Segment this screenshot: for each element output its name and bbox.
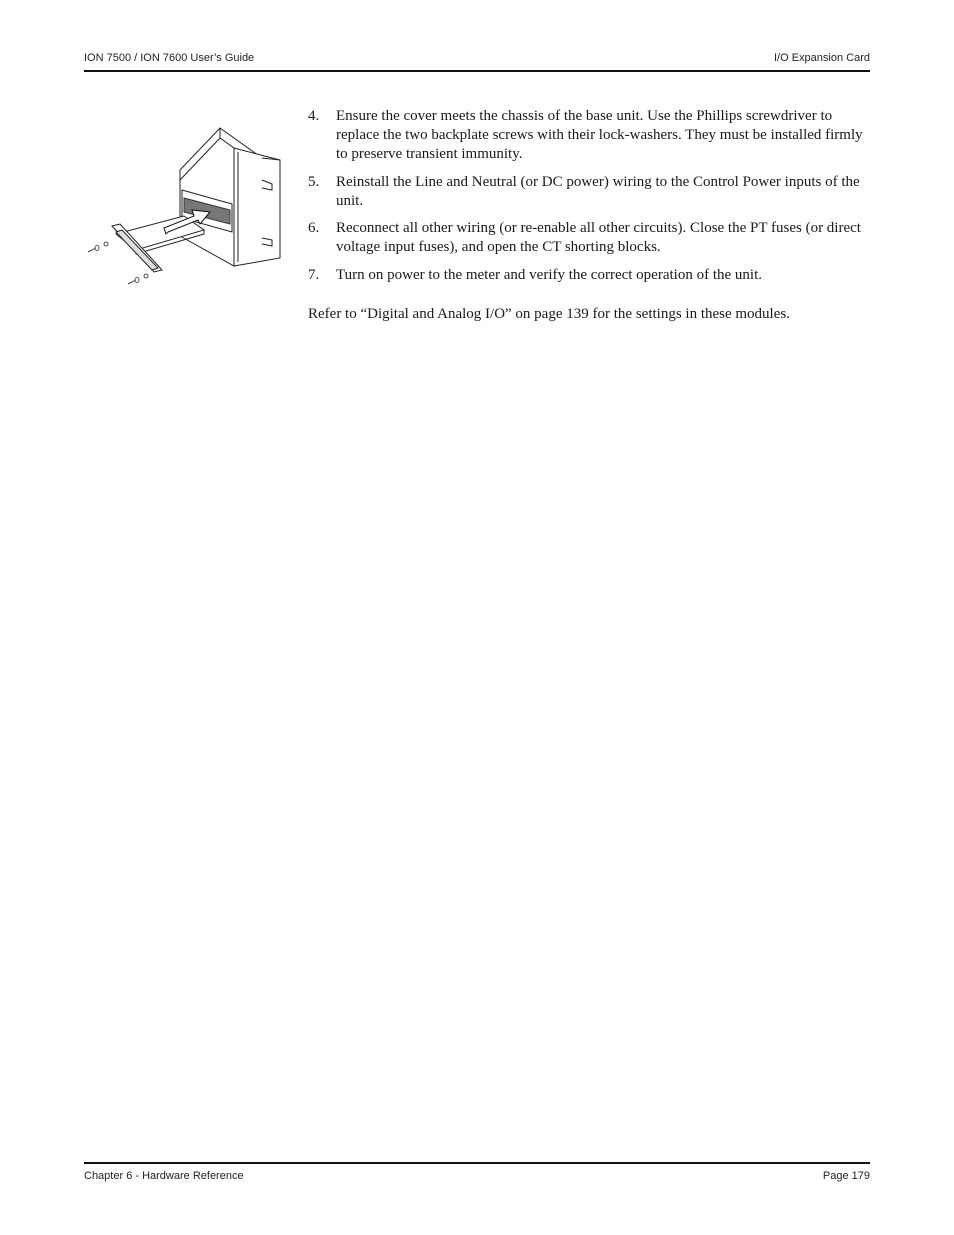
step-text: Ensure the cover meets the chassis of the base unit. Use the Phillips screwdriver to replace the two backplate screws with their lock-washers. They must be installed firmly to preserve transient immunity. [336,108,863,162]
step-item [308,107,870,164]
step-item [308,219,870,257]
step-number: 7. [308,266,320,283]
footer-chapter: Chapter 6 - Hardware Reference [84,1170,244,1182]
procedure-steps [308,107,870,293]
page-footer [84,1162,870,1184]
step-text: Reinstall the Line and Neutral (or DC power) wiring to the Control Power inputs of the unit. [336,173,860,209]
header-doc-title: ION 7500 / ION 7600 User’s Guide [84,52,255,64]
step-text: Reconnect all other wiring (or re-enable all other circuits). Close the PT fuses (or direct voltage input fuses), and open the CT shorting blocks. [336,220,861,255]
step-number: 4. [308,108,320,124]
expansion-card-illustration [86,120,286,290]
reference-paragraph: Refer to “Digital and Analog I/O” on page 139 for the settings in these modules. [308,306,790,322]
step-number: 5. [308,173,320,190]
step-item [308,173,870,211]
footer-page-number: Page 179 [822,1170,870,1182]
step-number: 6. [308,220,320,236]
step-item [308,266,870,285]
header-section-title: I/O Expansion Card [774,52,870,64]
page-header [84,52,870,72]
step-text: Turn on power to the meter and verify the correct operation of the unit. [336,266,762,283]
